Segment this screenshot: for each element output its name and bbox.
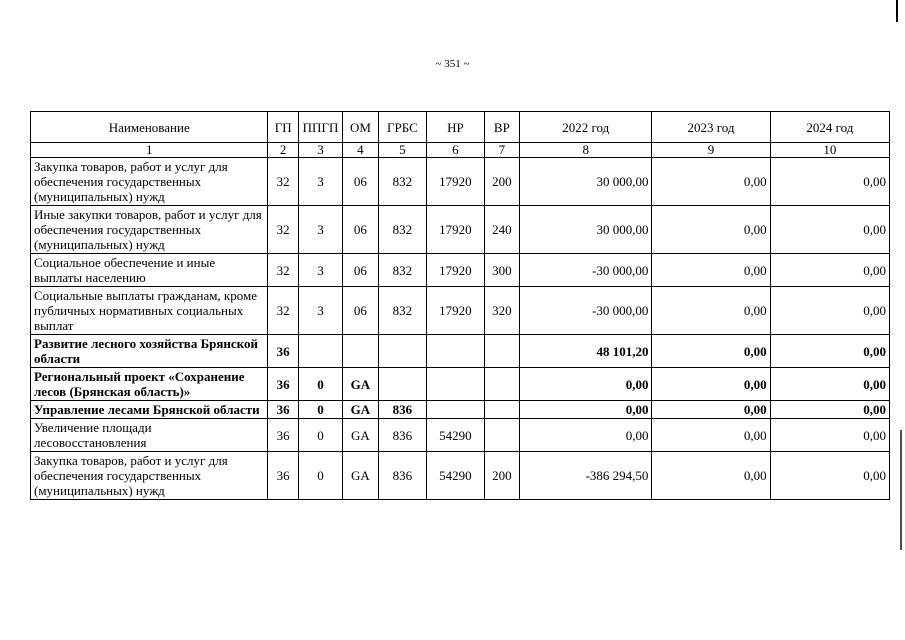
om-code: GA xyxy=(343,368,378,401)
row-name: Закупка товаров, работ и услуг для обеспечения государственных (муниципальных) нужд xyxy=(31,452,268,500)
gp-code: 36 xyxy=(268,419,298,452)
nr-code: 17920 xyxy=(427,287,485,335)
nr-code xyxy=(427,335,485,368)
table-row xyxy=(31,254,890,287)
table-row xyxy=(31,368,890,401)
page-number: ~ 351 ~ xyxy=(435,58,470,70)
grbs-code: 836 xyxy=(378,452,427,500)
header-cell: 2022 год xyxy=(520,112,652,143)
vr-code: 200 xyxy=(484,452,519,500)
amount-2022: -30 000,00 xyxy=(520,287,652,335)
grbs-code: 832 xyxy=(378,287,427,335)
amount-2022: 0,00 xyxy=(520,401,652,419)
nr-code xyxy=(427,401,485,419)
amount-2023: 0,00 xyxy=(652,206,770,254)
header-cell: 2023 год xyxy=(652,112,770,143)
row-name: Социальное обеспечение и иные выплаты населению xyxy=(31,254,268,287)
table-body xyxy=(31,158,890,500)
amount-2022: 0,00 xyxy=(520,368,652,401)
table-row xyxy=(31,335,890,368)
table-row xyxy=(31,419,890,452)
amount-2023: 0,00 xyxy=(652,287,770,335)
header-row xyxy=(31,112,890,143)
gp-code: 36 xyxy=(268,335,298,368)
gp-code: 32 xyxy=(268,158,298,206)
amount-2024: 0,00 xyxy=(770,401,889,419)
row-name: Увеличение площади лесовосстановления xyxy=(31,419,268,452)
column-number: 10 xyxy=(770,143,889,158)
amount-2022: 30 000,00 xyxy=(520,206,652,254)
gp-code: 36 xyxy=(268,401,298,419)
grbs-code: 836 xyxy=(378,401,427,419)
scan-edge-mark xyxy=(896,0,898,22)
om-code: 06 xyxy=(343,206,378,254)
nr-code: 17920 xyxy=(427,158,485,206)
row-name: Управление лесами Брянской области xyxy=(31,401,268,419)
scan-edge-mark-lower xyxy=(900,430,902,550)
om-code: 06 xyxy=(343,287,378,335)
vr-code: 240 xyxy=(484,206,519,254)
header-cell: ГП xyxy=(268,112,298,143)
amount-2024: 0,00 xyxy=(770,419,889,452)
amount-2023: 0,00 xyxy=(652,335,770,368)
grbs-code: 836 xyxy=(378,419,427,452)
ppgp-code: 3 xyxy=(298,206,342,254)
om-code xyxy=(343,335,378,368)
gp-code: 32 xyxy=(268,254,298,287)
ppgp-code: 0 xyxy=(298,401,342,419)
vr-code xyxy=(484,368,519,401)
vr-code: 200 xyxy=(484,158,519,206)
vr-code xyxy=(484,401,519,419)
row-name: Иные закупки товаров, работ и услуг для обеспечения государственных (муниципальных) нужд xyxy=(31,206,268,254)
column-number: 1 xyxy=(31,143,268,158)
table-row xyxy=(31,287,890,335)
amount-2024: 0,00 xyxy=(770,206,889,254)
gp-code: 36 xyxy=(268,452,298,500)
header-cell: Наименование xyxy=(31,112,268,143)
amount-2022: 48 101,20 xyxy=(520,335,652,368)
header-cell: ОМ xyxy=(343,112,378,143)
gp-code: 36 xyxy=(268,368,298,401)
nr-code xyxy=(427,368,485,401)
row-name: Закупка товаров, работ и услуг для обеспечения государственных (муниципальных) нужд xyxy=(31,158,268,206)
om-code: 06 xyxy=(343,254,378,287)
amount-2022: 0,00 xyxy=(520,419,652,452)
column-number: 4 xyxy=(343,143,378,158)
amount-2023: 0,00 xyxy=(652,158,770,206)
amount-2022: 30 000,00 xyxy=(520,158,652,206)
table-row xyxy=(31,206,890,254)
vr-code xyxy=(484,335,519,368)
vr-code xyxy=(484,419,519,452)
ppgp-code: 0 xyxy=(298,452,342,500)
row-name: Развитие лесного хозяйства Брянской области xyxy=(31,335,268,368)
grbs-code: 832 xyxy=(378,206,427,254)
header-cell: 2024 год xyxy=(770,112,889,143)
nr-code: 17920 xyxy=(427,206,485,254)
table-row xyxy=(31,158,890,206)
ppgp-code: 3 xyxy=(298,158,342,206)
row-name: Социальные выплаты гражданам, кроме публичных нормативных социальных выплат xyxy=(31,287,268,335)
ppgp-code: 3 xyxy=(298,254,342,287)
ppgp-code: 0 xyxy=(298,419,342,452)
gp-code: 32 xyxy=(268,206,298,254)
header-cell: ГРБС xyxy=(378,112,427,143)
amount-2024: 0,00 xyxy=(770,452,889,500)
grbs-code xyxy=(378,335,427,368)
vr-code: 300 xyxy=(484,254,519,287)
ppgp-code: 0 xyxy=(298,368,342,401)
om-code: GA xyxy=(343,419,378,452)
column-number: 6 xyxy=(427,143,485,158)
amount-2022: -30 000,00 xyxy=(520,254,652,287)
om-code: GA xyxy=(343,401,378,419)
column-number: 8 xyxy=(520,143,652,158)
amount-2023: 0,00 xyxy=(652,452,770,500)
ppgp-code xyxy=(298,335,342,368)
nr-code: 54290 xyxy=(427,419,485,452)
column-number: 5 xyxy=(378,143,427,158)
row-name: Региональный проект «Сохранение лесов (Брянская область)» xyxy=(31,368,268,401)
amount-2023: 0,00 xyxy=(652,254,770,287)
header-cell: ВР xyxy=(484,112,519,143)
amount-2023: 0,00 xyxy=(652,419,770,452)
om-code: GA xyxy=(343,452,378,500)
vr-code: 320 xyxy=(484,287,519,335)
nr-code: 17920 xyxy=(427,254,485,287)
amount-2022: -386 294,50 xyxy=(520,452,652,500)
amount-2024: 0,00 xyxy=(770,254,889,287)
column-number: 3 xyxy=(298,143,342,158)
budget-table xyxy=(30,111,890,500)
column-number: 9 xyxy=(652,143,770,158)
column-number: 2 xyxy=(268,143,298,158)
table-row xyxy=(31,452,890,500)
amount-2024: 0,00 xyxy=(770,335,889,368)
header-cell: ППГП xyxy=(298,112,342,143)
grbs-code xyxy=(378,368,427,401)
gp-code: 32 xyxy=(268,287,298,335)
header-cell: НР xyxy=(427,112,485,143)
amount-2023: 0,00 xyxy=(652,368,770,401)
om-code: 06 xyxy=(343,158,378,206)
column-number: 7 xyxy=(484,143,519,158)
column-number-row xyxy=(31,143,890,158)
amount-2024: 0,00 xyxy=(770,158,889,206)
grbs-code: 832 xyxy=(378,254,427,287)
amount-2023: 0,00 xyxy=(652,401,770,419)
nr-code: 54290 xyxy=(427,452,485,500)
grbs-code: 832 xyxy=(378,158,427,206)
table-row xyxy=(31,401,890,419)
amount-2024: 0,00 xyxy=(770,368,889,401)
amount-2024: 0,00 xyxy=(770,287,889,335)
ppgp-code: 3 xyxy=(298,287,342,335)
